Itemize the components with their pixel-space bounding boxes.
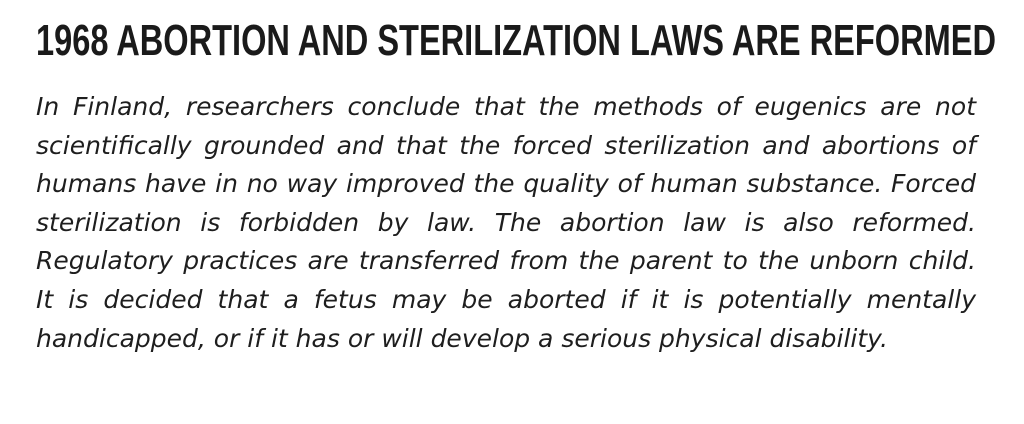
page-title: 1968 ABORTION AND STERILIZATION LAWS ARE REFORMED [36,16,996,65]
body-paragraph: In Finland, researchers conclude that the methods of eugenics are not scientifically grounded and that the forced sterilization and abortions of humans have in no way improved the quality of human substance. Forced sterilization is forbidden by law. The abortion law is also reformed. Regulatory practices are transferred from the parent to the unborn child. It is decided that a fetus may be aborted if it is potentially mentally handicapped, or if it has or will develop a serious physical disability. [36,92,976,353]
